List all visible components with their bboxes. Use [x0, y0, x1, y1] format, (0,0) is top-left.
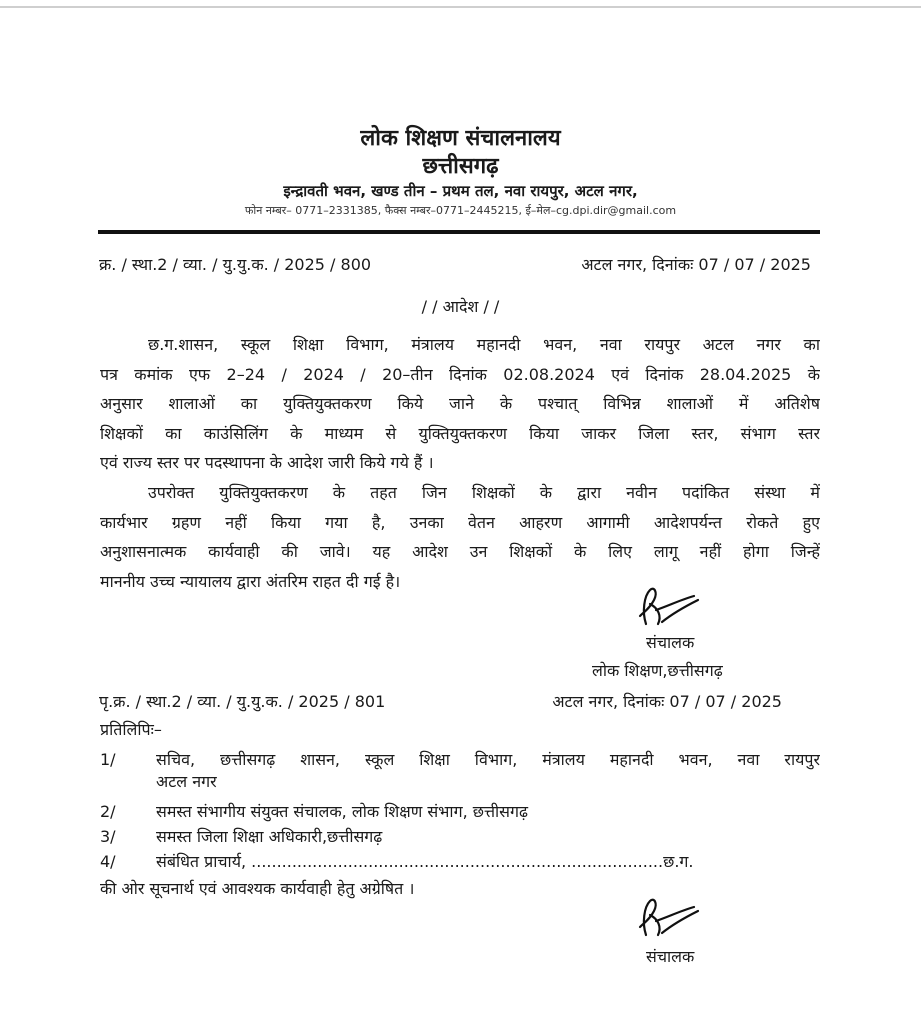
- para2-line: कार्यभार ग्रहण नहीं किया गया है, उनका वेतन आहरण आगामी आदेशपर्यन्त रोकते हुए: [100, 512, 820, 532]
- copy-item-number: 3/: [100, 827, 116, 846]
- signatory-title-2: संचालक: [646, 947, 695, 966]
- order-paragraph-1: [100, 330, 820, 478]
- state-name: छत्तीसगढ़: [422, 154, 499, 179]
- office-address: इन्द्रावती भवन, खण्ड तीन – प्रथम तल, नवा रायपुर, अटल नगर,: [283, 182, 638, 200]
- copy-label: प्रतिलिपिः–: [100, 720, 162, 739]
- order-paragraph-2: [100, 478, 820, 596]
- order-ref-number: क्र. / स्था.2 / व्या. / यु.यु.क. / 2025 / 800: [99, 255, 372, 274]
- signatory-office: लोक शिक्षण,छत्तीसगढ़: [592, 661, 723, 680]
- para2-line: अनुशासनात्मक कार्यवाही की जावे। यह आदेश उन शिक्षकों के लिए लागू नहीं होगा जिन्हें: [100, 542, 820, 561]
- para1-line: एवं राज्य स्तर पर पदस्थापना के आदेश जारी किये गये हैं ।: [100, 453, 434, 472]
- signatory-title-1: संचालक: [646, 633, 695, 652]
- para2-line: उपरोक्त युक्तियुक्तकरण के तहत जिन शिक्षकों के द्वारा नवीन पदांकित संस्था में: [148, 483, 820, 502]
- contact-details: फोन नम्बर– 0771–2331385, फैक्स नम्बर–0771–2445215, ई–मेल–cg.dpi.dir@gmail.com: [244, 204, 677, 217]
- header-divider: [98, 230, 820, 234]
- top-border: [0, 6, 921, 8]
- endorsement-place-date: अटल नगर, दिनांकः 07 / 07 / 2025: [552, 692, 782, 711]
- order-ref-row: [99, 253, 811, 275]
- order-title: / / आदेश / /: [421, 297, 500, 316]
- copy-item-text: समस्त संभागीय संयुक्त संचालक, लोक शिक्षण संभाग, छत्तीसगढ़: [156, 802, 528, 821]
- copy-item-number: 4/: [100, 852, 116, 871]
- order-place-date: अटल नगर, दिनांकः 07 / 07 / 2025: [581, 255, 811, 274]
- copy-item-number: 2/: [100, 802, 116, 821]
- endorsement-ref-row: [99, 690, 782, 712]
- para1-line: पत्र कमांक एफ 2–24 / 2024 / 20–तीन दिनांक 02.08.2024 एवं दिनांक 28.04.2025 के: [100, 364, 820, 384]
- copy-item-text: समस्त जिला शिक्षा अधिकारी,छत्तीसगढ़: [156, 827, 383, 846]
- copy-item-text: अटल नगर: [156, 772, 217, 791]
- para1-line: छ.ग.शासन, स्कूल शिक्षा विभाग, मंत्रालय महानदी भवन, नवा रायपुर अटल नगर का: [148, 335, 820, 354]
- closing-line: की ओर सूचनार्थ एवं आवश्यक कार्यवाही हेतु अग्रेषित ।: [100, 879, 415, 898]
- signature-2: [628, 893, 718, 943]
- copy-item-3: [100, 825, 382, 847]
- signature-1: [628, 582, 718, 632]
- office-name: लोक शिक्षण संचालनालय: [360, 126, 561, 151]
- para1-line: शिक्षकों का काउंसिलिंग के माध्यम से युक्तियुक्तकरण किया जाकर जिला स्तर, संभाग स्तर: [100, 423, 820, 443]
- copy-item-4: [100, 850, 694, 872]
- endorsement-ref-number: पृ.क्र. / स्था.2 / व्या. / यु.यु.क. / 2025 / 801: [99, 692, 386, 711]
- copy-item-text: सचिव, छत्तीसगढ़ शासन, स्कूल शिक्षा विभाग, मंत्रालय महानदी भवन, नवा रायपुर: [156, 750, 820, 769]
- para1-line: अनुसार शालाओं का युक्तियुक्तकरण किये जाने के पश्चात् विभिन्न शालाओं में अतिशेष: [100, 394, 820, 413]
- copy-item-1: [100, 748, 820, 772]
- copy-item-2: [100, 800, 528, 822]
- para2-line: माननीय उच्च न्यायालय द्वारा अंतरिम राहत दी गई है।: [100, 571, 401, 591]
- copy-item-text: संबंधित प्राचार्य, .................................................................................छ.ग.: [156, 852, 694, 871]
- copy-item-number: 1/: [100, 750, 116, 769]
